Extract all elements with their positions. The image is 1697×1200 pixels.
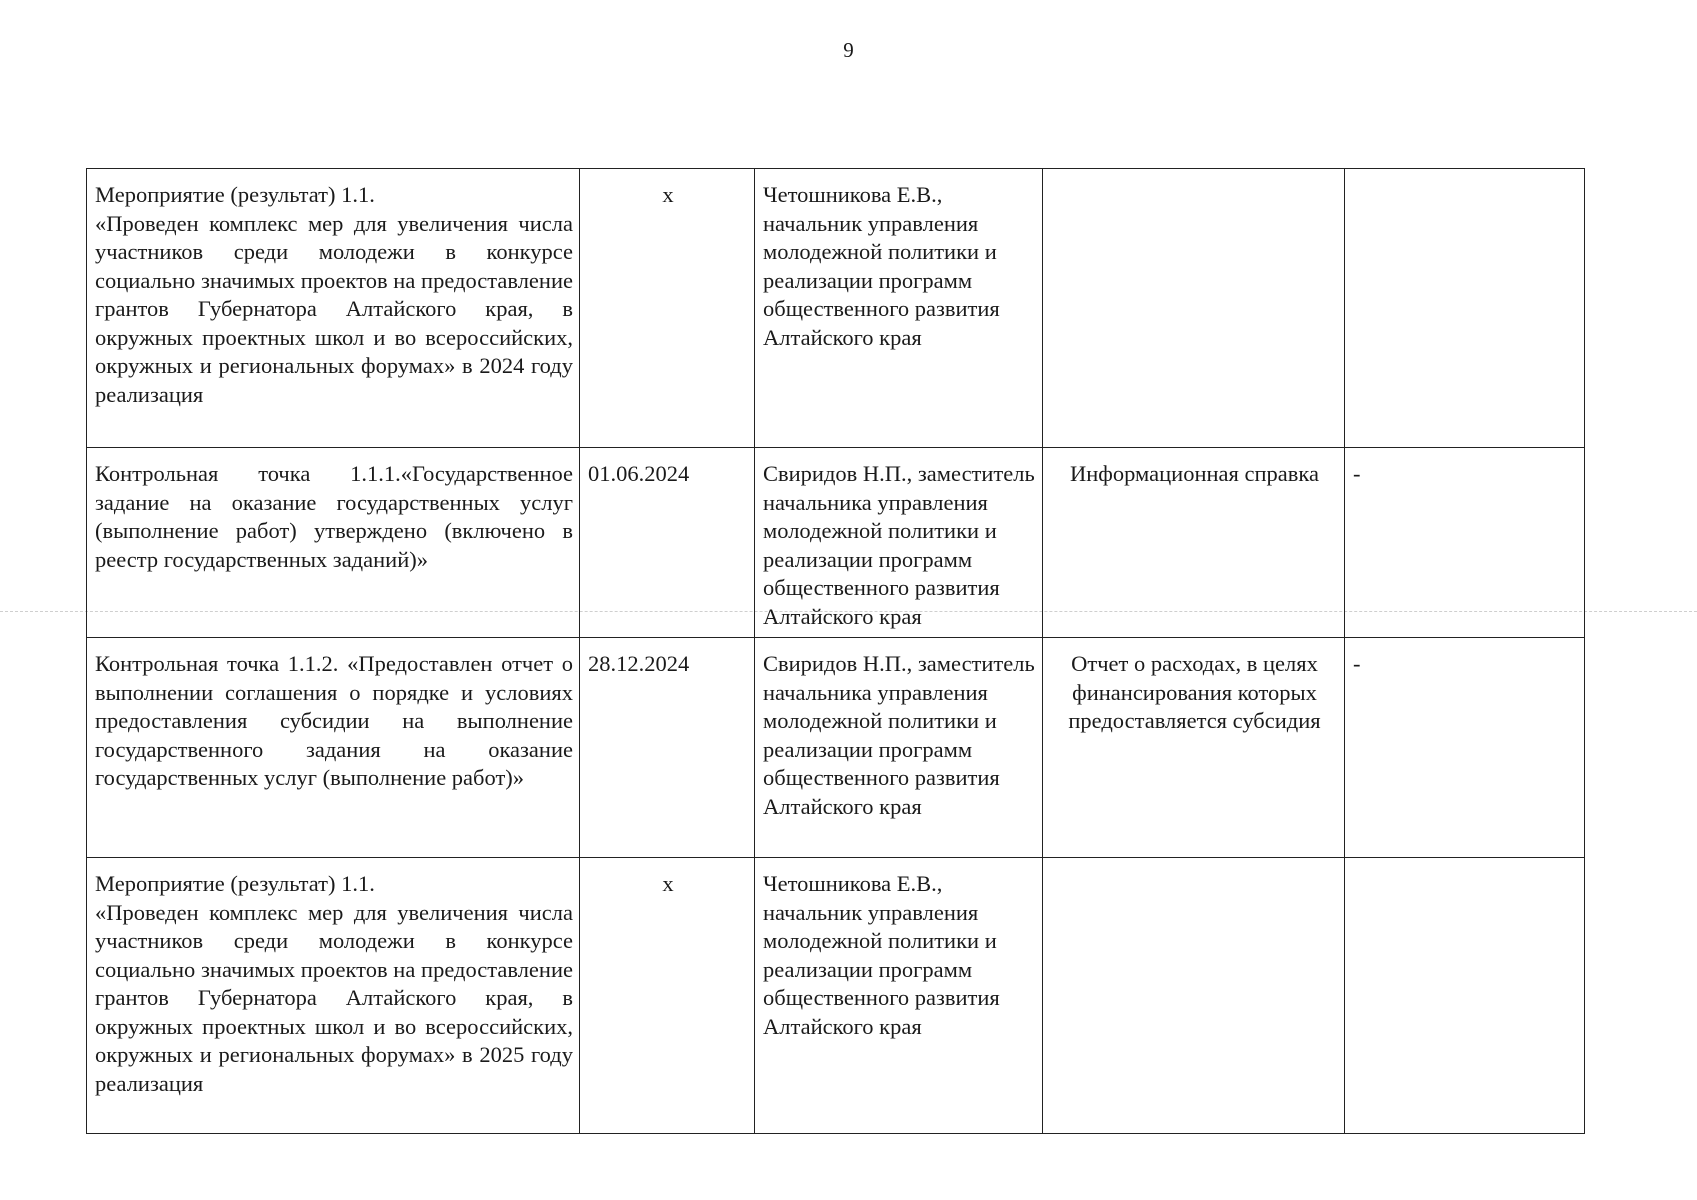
document-cell [1043, 169, 1345, 448]
plan-table [86, 168, 1585, 1134]
row-text: «Проведен комплекс мер для увеличения числа участников среди молодежи в конкурсе социально значимых проектов на предоставление грантов Губернатора Алтайского края, в окружных проектных школ и во всероссийских, окружных и региональных форумах» в 2024 году реализация [95, 210, 573, 407]
description-cell [87, 448, 580, 638]
document-cell: Отчет о расходах, в целях финансирования которых предоставляется субсидия [1043, 638, 1345, 858]
responsible-cell: Четошникова Е.В., начальник управления молодежной политики и реализации программ общественного развития Алтайского края [755, 858, 1043, 1134]
row-title: Мероприятие (результат) 1.1. [95, 871, 375, 896]
extra-cell [1345, 858, 1585, 1134]
row-title: Мероприятие (результат) 1.1. [95, 182, 375, 207]
date-cell: х [580, 169, 755, 448]
table-row [87, 858, 1585, 1134]
extra-cell: - [1345, 448, 1585, 638]
row-text: Контрольная точка 1.1.2. «Предоставлен отчет о выполнении соглашения о порядке и условиях предоставления субсидии на выполнение государственного задания на оказание государственных услуг (выполнение работ)» [95, 651, 573, 790]
date-cell: х [580, 858, 755, 1134]
date-cell: 01.06.2024 [580, 448, 755, 638]
responsible-cell: Четошникова Е.В., начальник управления молодежной политики и реализации программ общественного развития Алтайского края [755, 169, 1043, 448]
date-cell: 28.12.2024 [580, 638, 755, 858]
description-cell [87, 169, 580, 448]
row-text: «Проведен комплекс мер для увеличения числа участников среди молодежи в конкурсе социально значимых проектов на предоставление грантов Губернатора Алтайского края, в окружных проектных школ и во всероссийских, окружных и региональных форумах» в 2025 году реализация [95, 899, 573, 1096]
description-cell [87, 858, 580, 1134]
extra-cell: - [1345, 638, 1585, 858]
description-cell [87, 638, 580, 858]
table-row [87, 448, 1585, 638]
table-row [87, 169, 1585, 448]
responsible-cell: Свиридов Н.П., заместитель начальника управления молодежной политики и реализации программ общественного развития Алтайского края [755, 638, 1043, 858]
page-number: 9 [843, 38, 854, 62]
document-cell [1043, 858, 1345, 1134]
document-cell: Информационная справка [1043, 448, 1345, 638]
responsible-cell: Свиридов Н.П., заместитель начальника управления молодежной политики и реализации программ общественного развития Алтайского края [755, 448, 1043, 638]
extra-cell [1345, 169, 1585, 448]
row-text: Контрольная точка 1.1.1.«Государственное задание на оказание государственных услуг (выполнение работ) утверждено (включено в реестр государственных заданий)» [95, 461, 573, 572]
table-row [87, 638, 1585, 858]
